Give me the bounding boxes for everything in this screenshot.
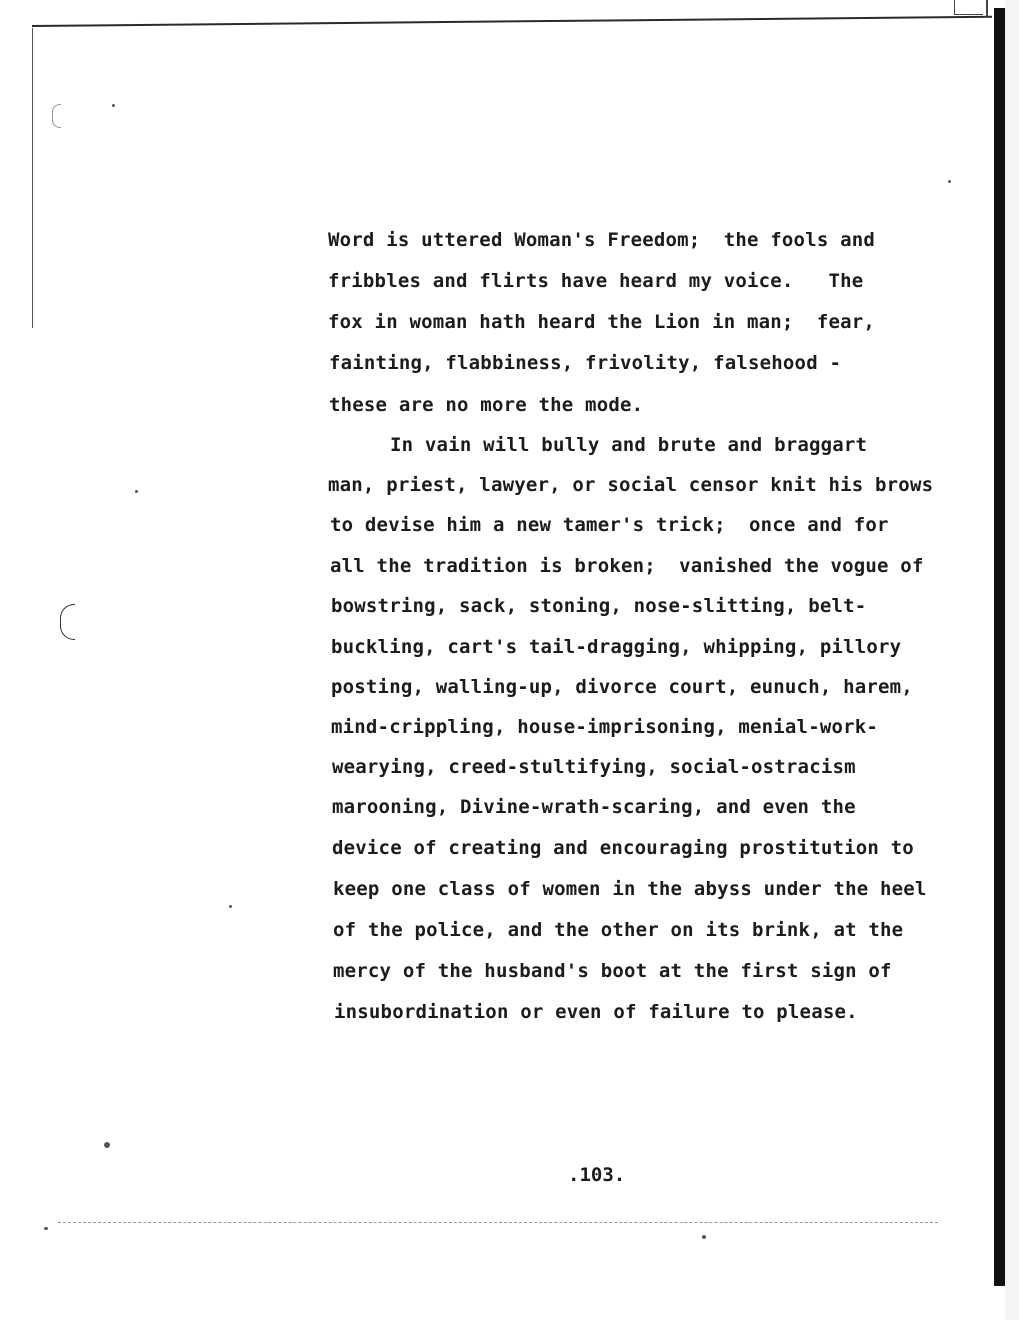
text-line: bowstring, sack, stoning, nose-slitting, belt-	[331, 595, 867, 617]
text-line: Word is uttered Woman's Freedom; the fools and	[328, 229, 876, 251]
page-top-edge	[32, 16, 992, 27]
text-line: In vain will bully and brute and braggart	[390, 434, 868, 456]
text-line: keep one class of women in the abyss under the heel	[333, 878, 927, 900]
text-line: of the police, and the other on its brink, at the	[333, 919, 904, 941]
scan-speck	[135, 490, 138, 493]
text-line: wearying, creed-stultifying, social-ostracism	[332, 756, 856, 778]
text-line: posting, walling-up, divorce court, eunuch, harem,	[331, 676, 913, 698]
scan-speck	[948, 180, 951, 183]
text-line: these are no more the mode.	[329, 394, 644, 416]
text-line: marooning, Divine-wrath-scaring, and even the	[332, 796, 856, 818]
text-line: mind-crippling, house-imprisoning, menial-work-	[331, 716, 879, 738]
page-right-margin	[1005, 0, 1019, 1320]
text-line: to devise him a new tamer's trick; once and for	[330, 514, 889, 536]
scan-speck	[112, 104, 115, 107]
text-line: fainting, flabbiness, frivolity, falsehood -	[329, 352, 842, 374]
text-line: insubordination or even of failure to please.	[334, 1001, 858, 1023]
text-line: device of creating and encouraging prostitution to	[332, 837, 914, 859]
scan-speck	[229, 905, 232, 908]
binding-hole-mark	[60, 604, 75, 640]
text-line: all the tradition is broken; vanished the vogue of	[330, 555, 924, 577]
text-line: mercy of the husband's boot at the first sign of	[333, 960, 892, 982]
scan-speck	[104, 1142, 110, 1148]
corner-tick	[986, 0, 988, 18]
text-line: fox in woman hath heard the Lion in man; fear,	[328, 311, 876, 333]
bottom-scan-line	[58, 1222, 938, 1223]
corner-mark	[954, 0, 983, 15]
text-line: man, priest, lawyer, or social censor knit his brows	[328, 474, 934, 496]
binding-hole-mark-faint	[52, 104, 61, 128]
text-line: buckling, cart's tail-dragging, whipping, pillory	[331, 636, 902, 658]
text-line: fribbles and flirts have heard my voice. The	[328, 270, 864, 292]
scan-speck	[702, 1235, 706, 1239]
page-number: .103.	[568, 1164, 626, 1186]
scan-speck	[44, 1227, 48, 1230]
page-right-edge-shadow	[994, 8, 1005, 1286]
